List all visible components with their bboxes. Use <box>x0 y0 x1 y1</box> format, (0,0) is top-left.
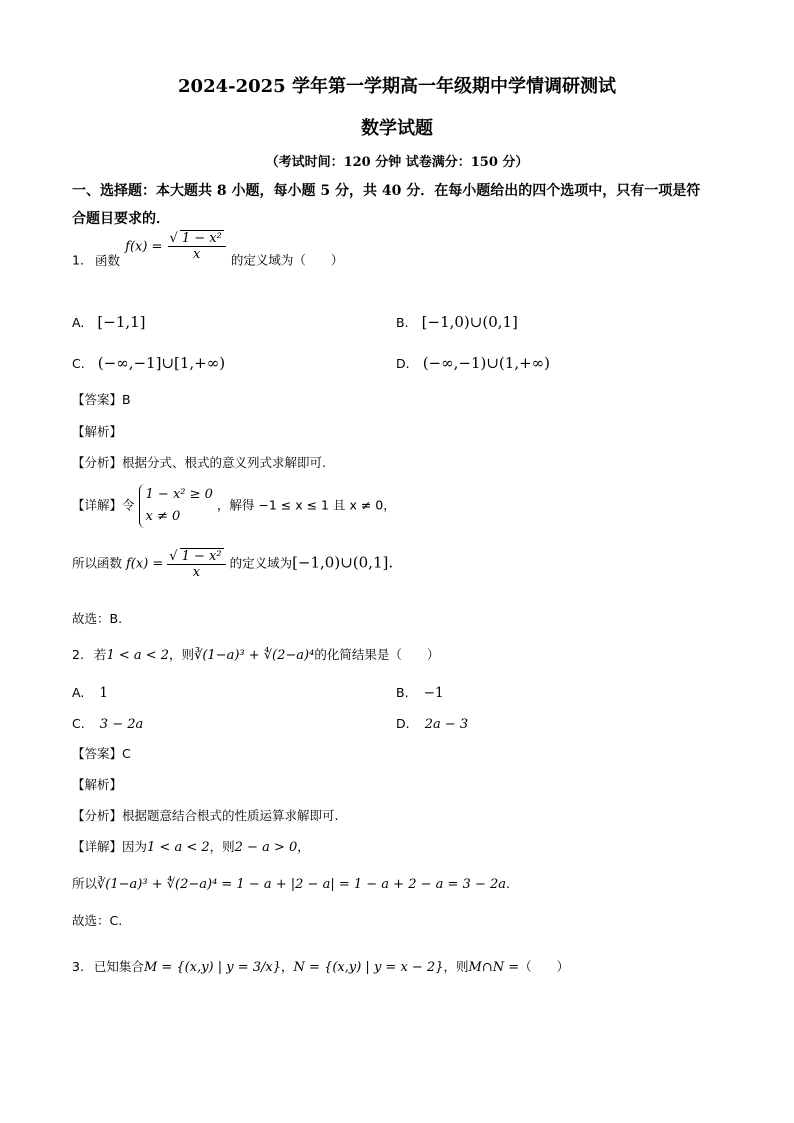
system-line-2: x ≠ 0 <box>145 509 181 524</box>
question-1 <box>72 231 344 276</box>
option-d <box>396 353 550 372</box>
option-value: 1 <box>99 685 108 701</box>
conclusion-prefix: 所以函数 <box>72 555 123 571</box>
fenxi-text: 根据分式、根式的意义列式求解即可. <box>122 455 326 470</box>
option-c <box>72 713 143 732</box>
simplification-line <box>72 874 510 892</box>
option-value: [−1,0)∪(0,1] <box>421 313 518 331</box>
answer-value: B <box>122 392 131 407</box>
subject-title: 数学试题 <box>361 118 433 139</box>
denominator: x <box>193 247 201 262</box>
analysis-line <box>72 806 339 824</box>
inequality-system <box>139 484 213 528</box>
detail-result: 2 − a > 0 <box>234 840 298 855</box>
exam-info: （考试时间：120 分钟 试卷满分：150 分） <box>265 155 529 170</box>
question-suffix: 的定义域为（ ） <box>230 252 344 268</box>
set-n: N = {(x,y) | y = x − 2} <box>293 960 444 975</box>
answer-tag: 【答案】 <box>72 746 123 761</box>
question-number: 1. <box>72 252 84 268</box>
choice-line: 故选：C. <box>72 913 123 928</box>
system-line-1: 1 − x² ≥ 0 <box>145 487 213 502</box>
answer-value: C <box>122 746 131 761</box>
so-prefix: 所以 <box>72 876 98 891</box>
question-mid: ，则 <box>443 959 469 974</box>
question-number: 3. <box>72 959 84 974</box>
option-label: D. <box>396 356 410 371</box>
option-c <box>72 353 225 372</box>
option-b <box>396 682 444 701</box>
option-a <box>72 682 108 701</box>
conclusion-set: [−1,0)∪(0,1]. <box>292 553 394 572</box>
question-suffix: 的化简结果是（ ） <box>314 647 440 662</box>
question-2 <box>72 645 439 663</box>
sqrt-expression: 1 − x² <box>181 549 222 564</box>
option-label: A. <box>72 685 85 700</box>
page-title: 2024-2025 学年第一学期高一年级期中学情调研测试 <box>178 76 616 97</box>
question-3 <box>72 957 569 975</box>
detail-result: ，解得 −1 ≤ x ≤ 1 且 x ≠ 0， <box>216 497 396 513</box>
answer-line <box>72 744 131 762</box>
detail-prefix: 令 <box>122 497 135 513</box>
so-end: . <box>506 876 510 891</box>
question-mid: ，则 <box>169 647 195 662</box>
option-a <box>72 312 146 331</box>
option-label: D. <box>396 716 410 731</box>
detail-end: ， <box>297 839 310 854</box>
detail-line <box>72 837 310 855</box>
option-value: 2a − 3 <box>424 717 469 732</box>
section-heading: 一、选择题：本大题共 8 小题，每小题 5 分，共 40 分．在每小题给出的四个选项中，只有一项是符合题目要求的． <box>72 183 701 227</box>
simplification-expression: ∛(1−a)³ + ∜(2−a)⁴ = 1 − a + |2 − a| = 1 − a + 2 − a = 3 − 2a <box>97 877 506 892</box>
conclusion-text: 的定义域为 <box>229 555 293 571</box>
detail-tag: 【详解】 <box>72 839 123 854</box>
radical-expression: ∛(1−a)³ + ∜(2−a)⁴ <box>194 648 315 663</box>
option-label: B. <box>396 315 409 330</box>
option-label: C. <box>72 716 85 731</box>
separator: ， <box>281 959 294 974</box>
function-lhs: f(x) = <box>126 556 164 572</box>
question-suffix: （ ） <box>519 959 570 974</box>
sqrt-expression: 1 − x² <box>181 231 222 246</box>
analysis-line <box>72 453 326 471</box>
function-formula: f(x) = $\frac{\text{√ 1 − x²}}{x}$ <box>125 230 226 262</box>
option-label: A. <box>72 315 85 330</box>
detail-prefix: 因为 <box>122 839 148 854</box>
option-d <box>396 713 468 732</box>
option-value: (−∞,−1]∪[1,+∞) <box>97 354 226 372</box>
fenxi-tag: 【分析】 <box>72 455 123 470</box>
set-m: M = {(x,y) | y = 3/x} <box>143 960 282 975</box>
function-lhs: f(x) = <box>125 239 163 255</box>
intersection-expression: M∩N = <box>468 960 520 975</box>
answer-tag: 【答案】 <box>72 392 123 407</box>
option-value: −1 <box>423 685 444 701</box>
detail-tag: 【详解】 <box>72 497 123 513</box>
denominator: x <box>192 565 201 580</box>
option-value: [−1,1] <box>97 313 146 331</box>
fenxi-tag: 【分析】 <box>72 808 123 823</box>
conclusion-line <box>72 548 393 580</box>
question-number: 2. <box>72 647 84 662</box>
question-prefix: 函数 <box>95 252 121 268</box>
fenxi-text: 根据题意结合根式的性质运算求解即可. <box>122 808 339 823</box>
answer-line <box>72 390 131 408</box>
option-value: 3 − 2a <box>99 717 144 732</box>
option-value: (−∞,−1)∪(1,+∞) <box>422 354 550 372</box>
option-b <box>396 312 518 331</box>
analysis-tag: 【解析】 <box>72 777 123 792</box>
detail-line <box>72 484 396 528</box>
condition: 1 < a < 2 <box>106 648 170 663</box>
detail-mid: ，则 <box>209 839 235 854</box>
analysis-tag: 【解析】 <box>72 424 123 439</box>
conclusion-formula: f(x) = $\frac{\text{√ 1 − x²}}{x}$ <box>126 548 226 580</box>
condition: 1 < a < 2 <box>147 840 210 855</box>
choice-line: 故选：B. <box>72 611 123 626</box>
question-prefix: 若 <box>93 647 107 662</box>
option-label: B. <box>396 685 409 700</box>
option-label: C. <box>72 356 85 371</box>
question-prefix: 已知集合 <box>93 959 144 974</box>
